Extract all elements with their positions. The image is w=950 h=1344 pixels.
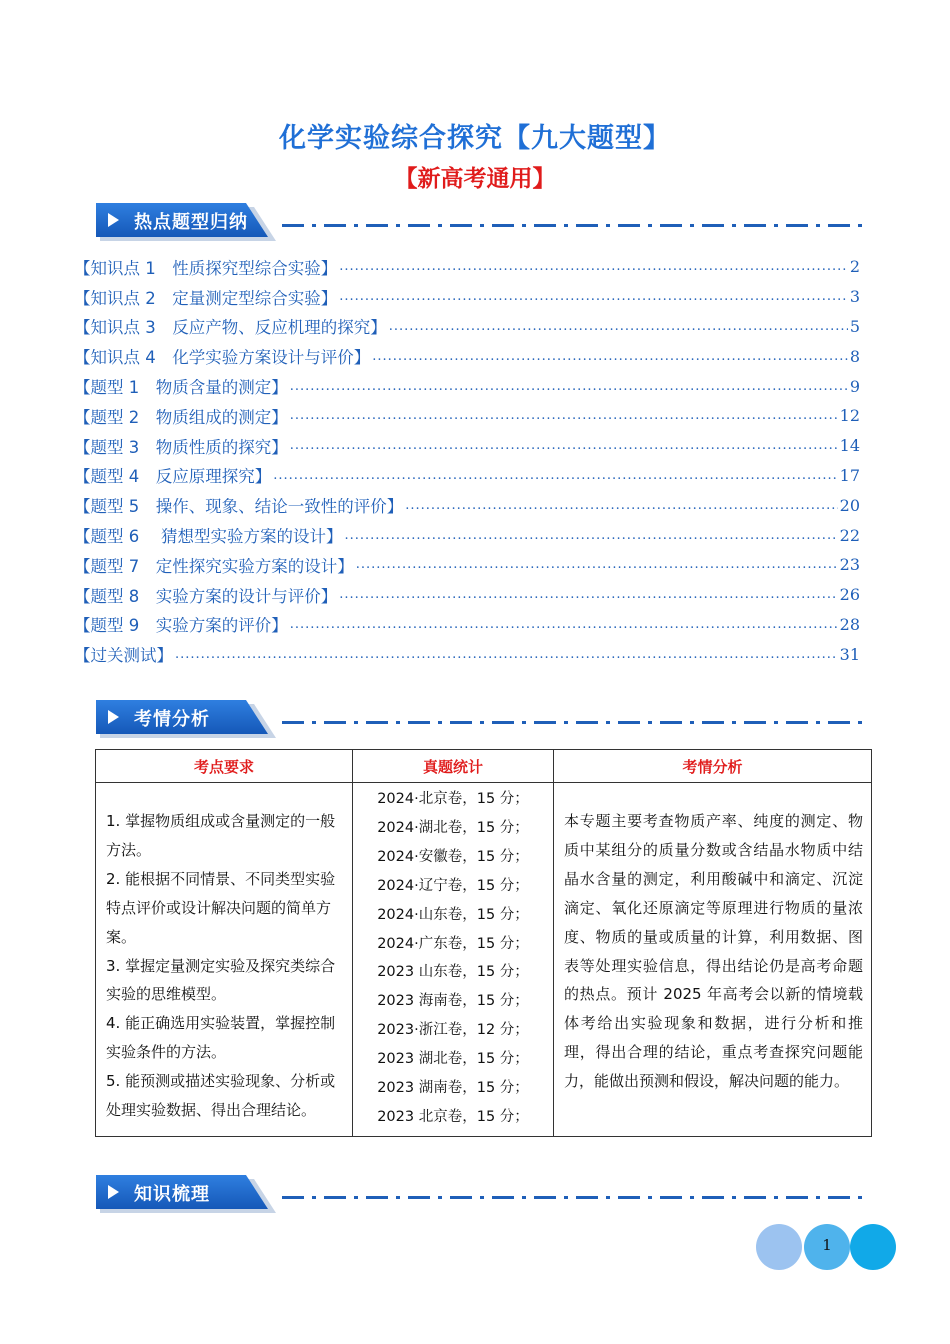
toc-entry-title: 【题型 9 实验方案的评价】 bbox=[74, 616, 288, 636]
dashed-divider bbox=[282, 224, 870, 227]
statistics-cell bbox=[353, 783, 554, 1137]
toc-entry[interactable] bbox=[74, 312, 860, 342]
toc-entry-page: 26 bbox=[839, 585, 860, 605]
toc-entry[interactable] bbox=[74, 490, 860, 520]
toc-entry-title: 【过关测试】 bbox=[74, 646, 173, 666]
toc-entry-page: 17 bbox=[839, 465, 860, 485]
page-number: 1 bbox=[822, 1236, 832, 1254]
exam-stat-item: 2023 海南卷，15 分； bbox=[377, 993, 529, 1010]
exam-stat-item: 2023 北京卷，15 分； bbox=[377, 1108, 529, 1125]
toc-leader-dots bbox=[339, 289, 848, 304]
toc-entry[interactable] bbox=[74, 550, 860, 580]
exam-stat-item: 2023 湖北卷，15 分； bbox=[377, 1051, 529, 1068]
toc-entry[interactable] bbox=[74, 341, 860, 371]
toc-leader-dots bbox=[290, 379, 848, 394]
toc-entry-title: 【知识点 1 性质探究型综合实验】 bbox=[74, 258, 338, 278]
exam-stat-item: 2024·安徽卷，15 分； bbox=[377, 848, 529, 865]
header-statistics: 真题统计 bbox=[353, 750, 554, 783]
play-arrow-icon bbox=[108, 213, 119, 227]
toc-leader-dots bbox=[175, 647, 838, 662]
toc-leader-dots bbox=[290, 617, 838, 632]
toc-entry[interactable] bbox=[74, 461, 860, 491]
exam-stat-item: 2024·广东卷，15 分； bbox=[377, 935, 529, 952]
requirement-item: 4. 能正确选用实验装置，掌握控制实验条件的方法。 bbox=[106, 1014, 336, 1062]
toc-entry[interactable] bbox=[74, 610, 860, 640]
toc-entry-page: 5 bbox=[849, 316, 860, 336]
toc-entry[interactable] bbox=[74, 431, 860, 461]
document-title: 化学实验综合探究【九大题型】 bbox=[279, 123, 671, 154]
toc-entry-page: 28 bbox=[839, 614, 860, 634]
toc-leader-dots bbox=[339, 259, 848, 274]
toc-entry-page: 3 bbox=[849, 287, 860, 307]
toc-entry-page: 22 bbox=[839, 525, 860, 545]
toc-entry-title: 【题型 3 物质性质的探究】 bbox=[74, 437, 288, 457]
exam-stat-item: 2024·辽宁卷，15 分； bbox=[377, 877, 529, 894]
toc-leader-dots bbox=[290, 438, 838, 453]
toc-entry-title: 【题型 2 物质组成的测定】 bbox=[74, 407, 288, 427]
play-arrow-icon bbox=[108, 1185, 119, 1199]
exam-stat-item: 2024·山东卷，15 分； bbox=[377, 906, 529, 923]
exam-stat-item: 2024·北京卷，15 分； bbox=[377, 791, 529, 807]
exam-stat-item: 2023·浙江卷，12 分； bbox=[377, 1022, 529, 1039]
toc-entry[interactable] bbox=[74, 580, 860, 610]
section-title: 考情分析 bbox=[134, 709, 210, 730]
toc-entry-page: 12 bbox=[839, 406, 860, 426]
toc-entry-title: 【知识点 3 反应产物、反应机理的探究】 bbox=[74, 318, 387, 338]
toc-leader-dots bbox=[290, 408, 838, 423]
requirement-item: 1. 掌握物质组成或含量测定的一般方法。 bbox=[106, 812, 336, 859]
toc-entry-title: 【知识点 2 定量测定型综合实验】 bbox=[74, 288, 338, 308]
toc-entry-title: 【题型 5 操作、现象、结论一致性的评价】 bbox=[74, 497, 404, 517]
toc-entry-title: 【题型 8 实验方案的设计与评价】 bbox=[74, 586, 338, 606]
toc-leader-dots bbox=[372, 349, 848, 364]
page-badge-circle bbox=[850, 1224, 896, 1270]
requirement-item: 3. 掌握定量测定实验及探究类综合实验的思维模型。 bbox=[106, 956, 336, 1004]
table-of-contents bbox=[74, 252, 860, 669]
toc-entry-page: 14 bbox=[839, 436, 860, 456]
section-header-toc bbox=[96, 203, 870, 239]
analysis-cell: 本专题主要考查物质产率、纯度的测定、物质中某组分的质量分数或含结晶水物质中结晶水含量的测定，利用酸碱中和滴定、沉淀滴定、氧化还原滴定等原理进行物质的量浓度、物质的量或质量的计算，利用数据、图表等处理实验信息，得出结论仍是高考命题的热点。预计 2025 年高考会以新的情境载体考给出实验现象和数据，进行分析和推理，得出合理的结论，重点考查探究问题能力，能做出预测和假设，解决问题的能力。 bbox=[554, 783, 872, 1137]
header-requirements: 考点要求 bbox=[96, 750, 353, 783]
header-analysis: 考情分析 bbox=[554, 750, 872, 783]
toc-entry-title: 【题型 6 猜想型实验方案的设计】 bbox=[74, 527, 343, 547]
requirements-cell bbox=[96, 783, 353, 1137]
toc-entry-page: 23 bbox=[839, 555, 860, 575]
section-title: 知识梳理 bbox=[134, 1184, 210, 1205]
exam-analysis-table bbox=[95, 749, 872, 1137]
toc-entry-page: 9 bbox=[849, 376, 860, 396]
toc-leader-dots bbox=[356, 557, 838, 572]
page-badge-circle bbox=[756, 1224, 802, 1270]
document-subtitle: 【新高考通用】 bbox=[394, 166, 556, 192]
toc-leader-dots bbox=[273, 468, 837, 483]
play-arrow-icon bbox=[108, 710, 119, 724]
toc-leader-dots bbox=[405, 498, 837, 513]
toc-entry[interactable] bbox=[74, 401, 860, 431]
toc-leader-dots bbox=[345, 528, 838, 543]
section-header-knowledge bbox=[96, 1175, 870, 1211]
toc-entry-title: 【题型 7 定性探究实验方案的设计】 bbox=[74, 556, 354, 576]
requirement-item: 2. 能根据不同情景、不同类型实验特点评价或设计解决问题的简单方案。 bbox=[106, 869, 336, 946]
dashed-divider bbox=[282, 1196, 870, 1199]
exam-stat-item: 2023 山东卷，15 分； bbox=[377, 964, 529, 981]
toc-entry-title: 【题型 4 反应原理探究】 bbox=[74, 467, 272, 487]
toc-entry[interactable] bbox=[74, 371, 860, 401]
toc-entry-page: 2 bbox=[849, 257, 860, 277]
requirement-item: 5. 能预测或描述实验现象、分析或处理实验数据、得出合理结论。 bbox=[106, 1072, 336, 1120]
toc-entry-page: 20 bbox=[839, 495, 860, 515]
toc-entry[interactable] bbox=[74, 520, 860, 550]
exam-stat-item: 2023 湖南卷，15 分； bbox=[377, 1080, 529, 1097]
toc-entry[interactable] bbox=[74, 252, 860, 282]
toc-entry[interactable] bbox=[74, 639, 860, 669]
section-header-analysis bbox=[96, 700, 870, 736]
toc-leader-dots bbox=[389, 319, 848, 334]
toc-entry-page: 31 bbox=[839, 644, 860, 664]
toc-entry-title: 【知识点 4 化学实验方案设计与评价】 bbox=[74, 348, 371, 368]
section-title: 热点题型归纳 bbox=[134, 212, 248, 233]
toc-entry-page: 8 bbox=[849, 346, 860, 366]
dashed-divider bbox=[282, 721, 870, 724]
exam-stat-item: 2024·湖北卷，15 分； bbox=[377, 819, 529, 836]
toc-entry[interactable] bbox=[74, 282, 860, 312]
toc-leader-dots bbox=[339, 587, 837, 602]
toc-entry-title: 【题型 1 物质含量的测定】 bbox=[74, 378, 288, 398]
